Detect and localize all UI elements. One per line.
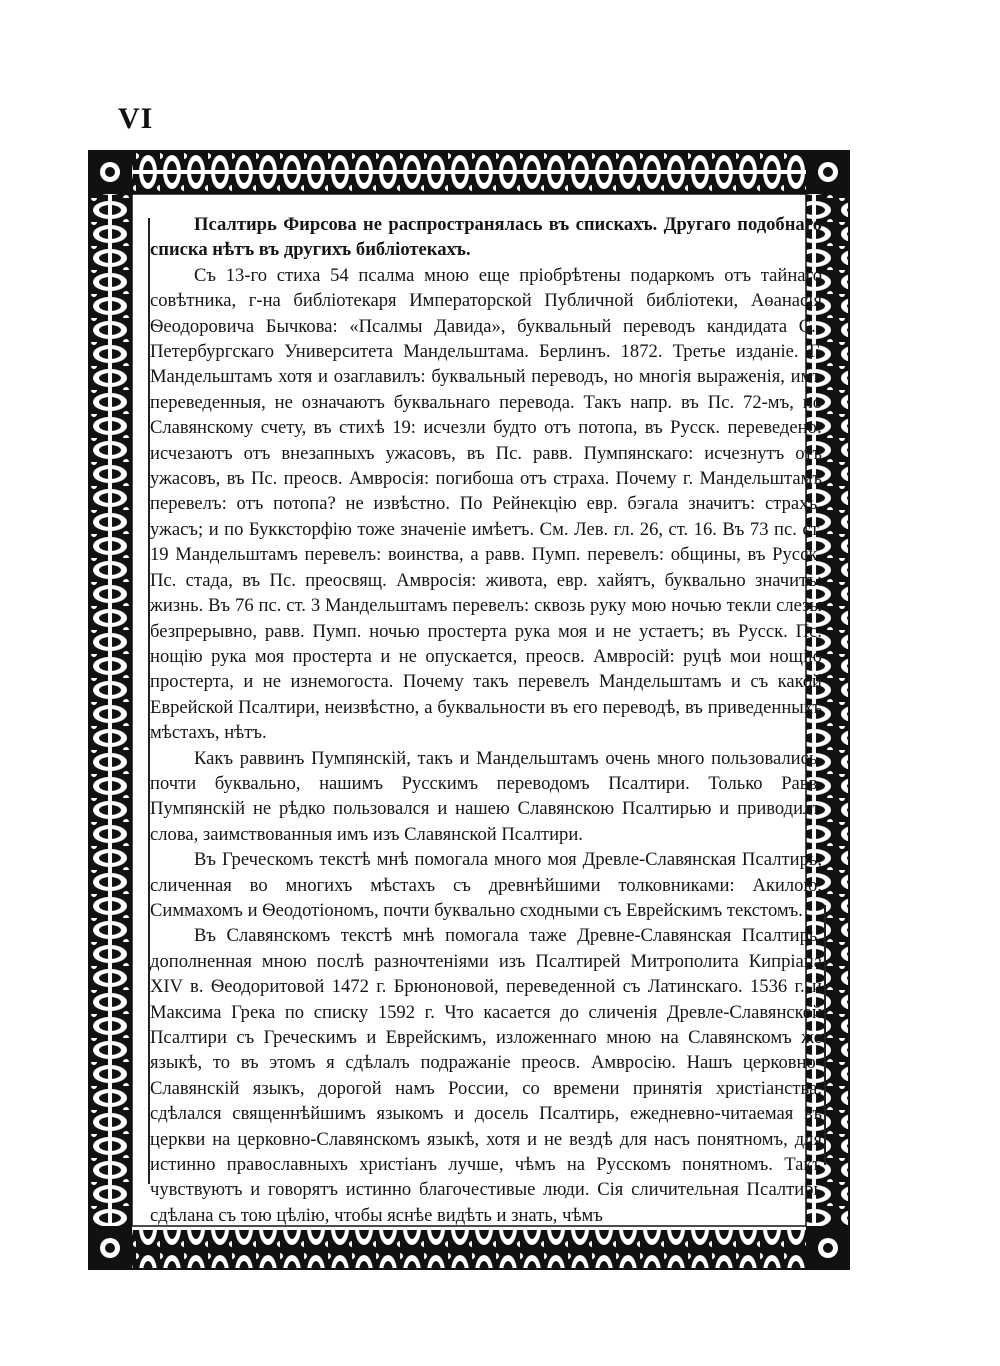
- paragraph-3: Какъ раввинъ Пумпянскій, такъ и Мандельштамъ очень много пользовались, почти буквально, нашимъ Русскимъ переводомъ Псалтири. Только Равв. Пумпянскій не рѣдко пользовался и нашею Славянскою Псалтирью и приводилъ слова, заимствованныя имъ изъ Славянской Псалтири.: [150, 747, 822, 845]
- paragraph-5: Въ Славянскомъ текстѣ мнѣ помогала таже Древне-Славянская Псалтирь, дополненная мною послѣ разночтеніями изъ Псалтирей Митрополита Кипріана XIV в. Ѳеодоритовой 1472 г. Брюноновой, переведенной съ Латинскаго. 1536 г. и Максима Грека по списку 1592 г. Что касается до сличенія Древле-Славянской Псалтири съ Греческимъ и Еврейскимъ, изложеннаго мною на Славянскомъ же языкѣ, то въ этомъ я сдѣлалъ подражаніе преосв. Амвросію. Нашъ церковно-Славянскій языкъ, дорогой намъ России, со времени принятія христіанства, сдѣлался священнѣйшимъ языкомъ и досель Псалтирь, ежедневно-читаемая въ церкви на церковно-Славянскомъ языкѣ, хотя и не вездѣ для насъ понятномъ, для истинно православныхъ христіанъ лучше, чѣмъ на Русскомъ понятномъ. Такъ чувствуютъ и говорятъ истинно благочестивые люди. Сія сличительная Псалтирь сдѣлана съ тою цѣлію, чтобы яснѣе видѣть и знать, чѣмъ: [150, 925, 822, 1226]
- paragraph-4: Въ Греческомъ текстѣ мнѣ помогала много моя Древле-Славянская Псалтирь, сличенная во многихъ мѣстахъ съ древнѣйшими толковниками: Акилою, Симмахомъ и Ѳеодотіономъ, почти буквально сходными съ Еврейскимъ текстомъ.: [150, 849, 822, 921]
- paragraph-1: Псалтирь Фирсова не распространялась въ спискахъ. Другаго подобнаго списка нѣтъ въ другихъ библіотекахъ.: [150, 214, 822, 261]
- right-margin-rule: [824, 905, 826, 1165]
- paragraph-2: Съ 13-го стиха 54 псалма мною еще пріобрѣтены подаркомъ отъ тайнаго совѣтника, г-на библіотекаря Императорской Публичной библіотеки, Аѳанасія Ѳеодоровича Бычкова: «Псалмы Давида», буквальный переводъ кандидата С.-Петербургскаго Университета Мандельштама. Берлинъ. 1872. Третье изданіе. Г. Мандельштамъ хотя и озаглавилъ: буквальный переводъ, но многія выраженія, имъ переведенныя, не означаютъ буквальнаго перевода. Такъ напр. въ Пс. 72-мъ, по Славянскому счету, въ стихѣ 19: исчезли будто отъ потопа, въ Русск. переведено: исчезаютъ отъ внезапныхъ ужасовъ, въ Пс. равв. Пумпянскаго: исчезнутъ отъ ужасовъ, въ Пс. преосв. Амвросія: погибоша отъ страха. Почему г. Мандельштамъ перевелъ: отъ потопа? не извѣстно. По Рейнекцію евр. бэгала значитъ: страхъ, ужасъ; и по Букксторфію тоже значеніе имѣетъ. См. Лев. гл. 26, ст. 16. Въ 73 пс. ст. 19 Мандельштамъ перевелъ: воинства, а равв. Пумп. перевелъ: общины, въ Русск. Пс. стада, въ Пс. преосвящ. Амвросія: живота, евр. хайятъ, буквально значитъ: жизнь. Въ 76 пс. ст. 3 Мандельштамъ перевелъ: сквозь руку мою ночью текли слезы безпрерывно, равв. Пумп. ночью простерта рука моя и не устаетъ; въ Русск. Пс. нощію рука моя простерта и не опускается, преосв. Амвросій: руцѣ мои нощію простерта, и не изнемогоста. Почему такъ перевелъ Мандельштамъ и съ какой Еврейской Псалтири, неизвѣстно, а буквальности въ его переводѣ, въ приведенныхъ мѣстахъ, нѣтъ.: [150, 264, 822, 744]
- body-text: [150, 212, 822, 1226]
- page-number: VI: [118, 102, 154, 135]
